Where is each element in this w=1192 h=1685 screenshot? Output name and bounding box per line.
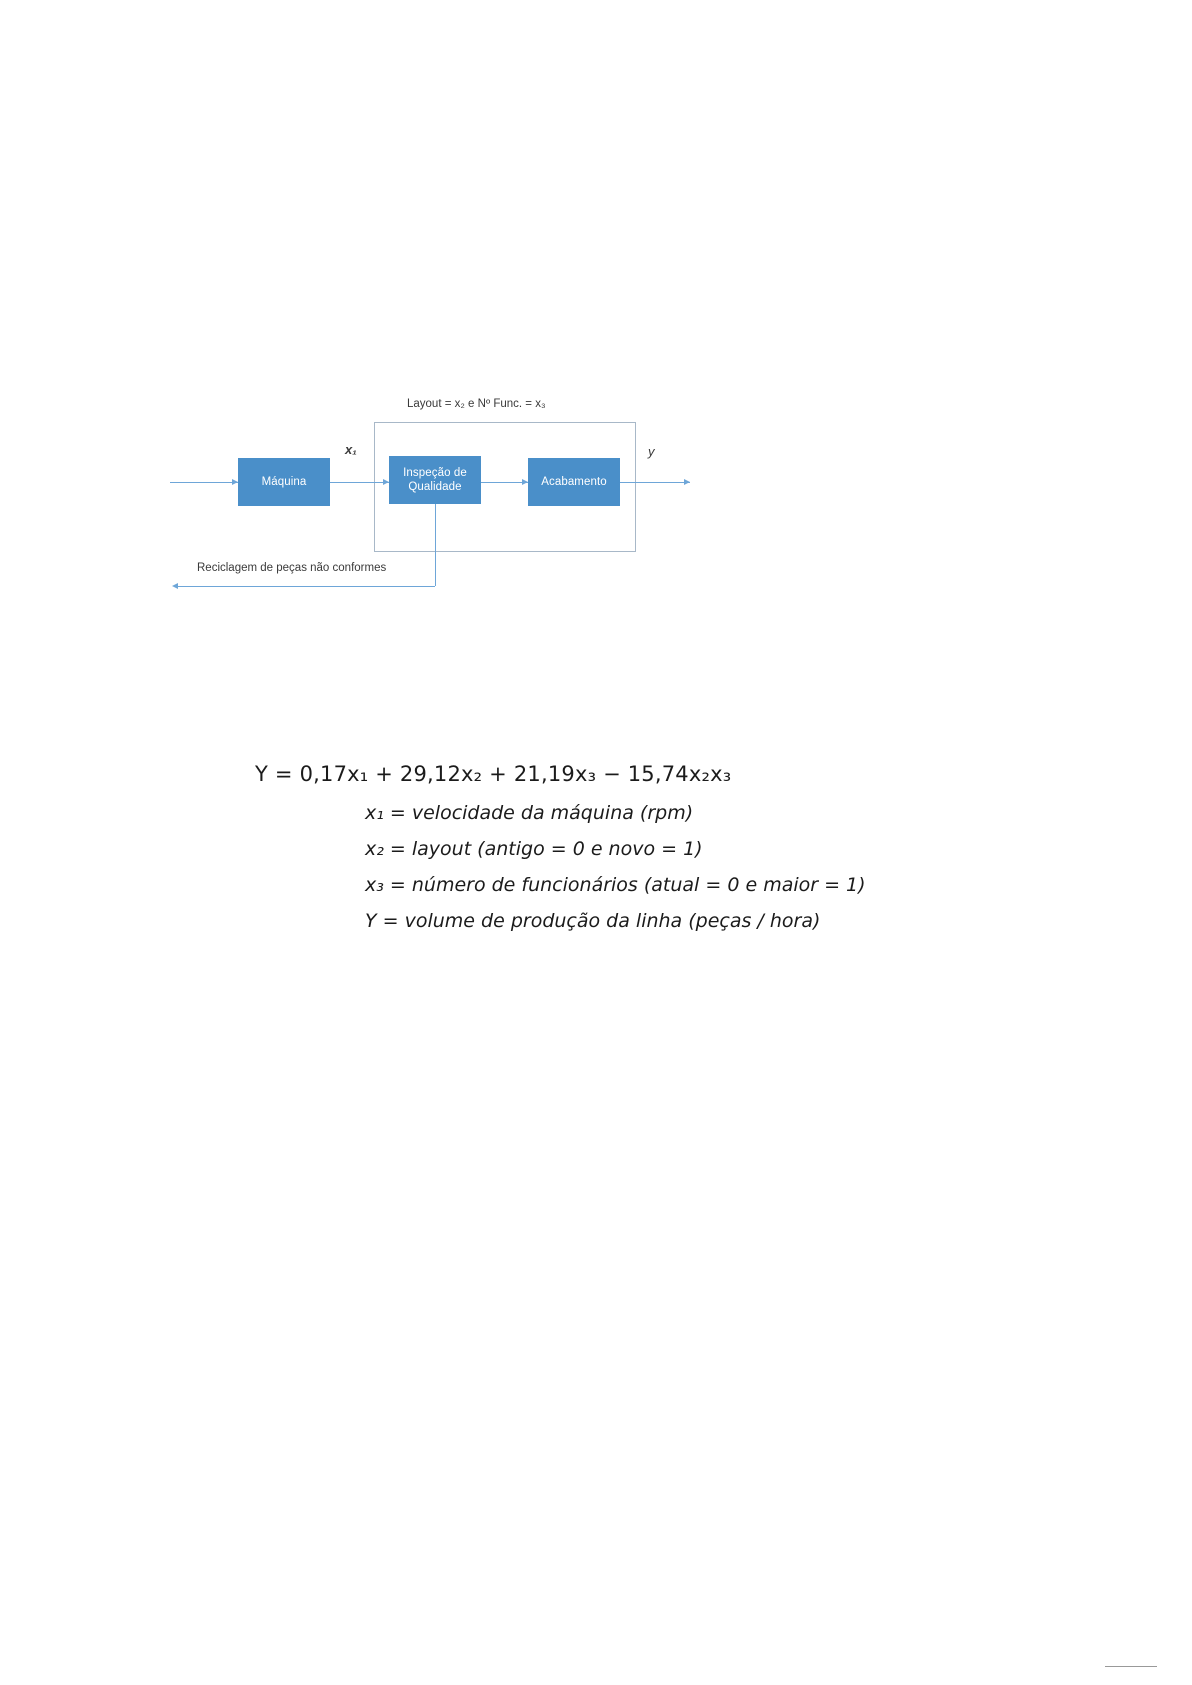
box-maquina-label: Máquina [261, 475, 307, 488]
equation-main: Y = 0,17x₁ + 29,12x₂ + 21,19x₃ − 15,74x₂x₃ [255, 762, 732, 786]
diagram-top-label: Layout = x₂ e Nº Func. = x₃ [407, 398, 546, 410]
arrow-recycle-icon [172, 583, 178, 589]
equation-definition-x1: x₁ = velocidade da máquina (rpm) [365, 802, 694, 824]
box-maquina[interactable] [238, 458, 330, 506]
equation-definitions [255, 802, 995, 932]
equation-definition-y: Y = volume de produção da linha (peças / hora) [365, 910, 821, 932]
connector-maquina-inspecao [330, 482, 389, 483]
connector-recycle-vertical [435, 504, 436, 586]
connector-recycle-horizontal [178, 586, 435, 587]
connector-output [620, 482, 690, 483]
connector-input [170, 482, 238, 483]
label-x1: x₁ [345, 442, 357, 457]
box-acabamento-label: Acabamento [541, 475, 607, 488]
label-y: y [648, 444, 655, 459]
arrow-output-icon [684, 479, 690, 485]
equation-block [255, 762, 995, 946]
box-acabamento[interactable] [528, 458, 620, 506]
connector-inspecao-acabamento [481, 482, 528, 483]
box-inspecao-label: Inspeção de Qualidade [403, 466, 467, 493]
label-reciclagem: Reciclagem de peças não conformes [197, 562, 387, 574]
equation-definition-x3: x₃ = número de funcionários (atual = 0 e maior = 1) [365, 874, 866, 896]
box-inspecao[interactable] [389, 456, 481, 504]
process-diagram [170, 390, 710, 605]
equation-definition-x2: x₂ = layout (antigo = 0 e novo = 1) [365, 838, 703, 860]
footer-rule [1105, 1666, 1157, 1667]
